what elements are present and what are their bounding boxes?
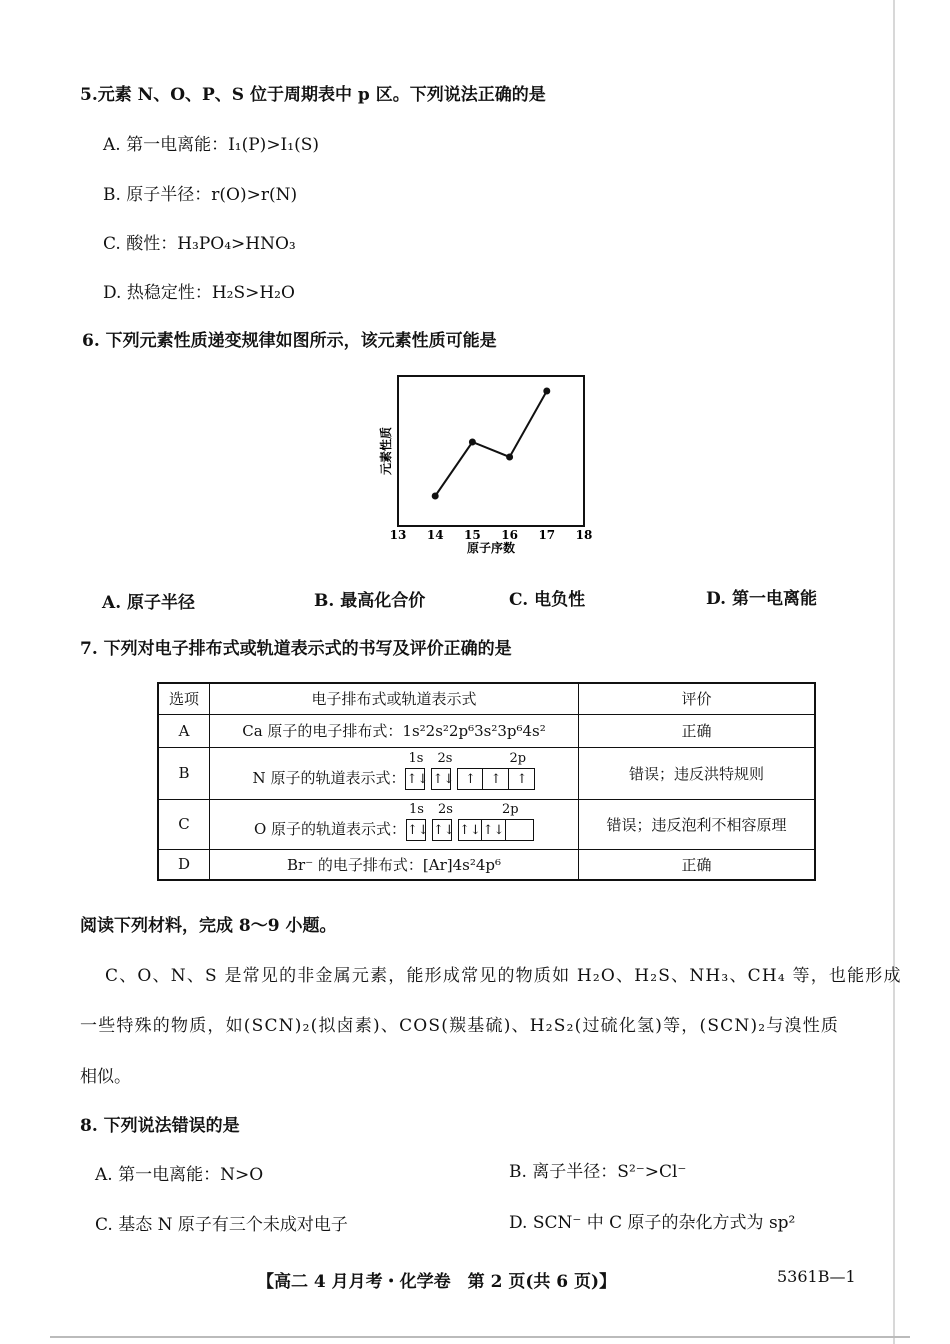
- orbital-box: ↑↓: [432, 819, 452, 841]
- orbital-box: ↑↓: [406, 819, 426, 841]
- property-trend-chart: [370, 368, 610, 563]
- label-2s: 2s: [438, 801, 453, 817]
- row-b-eval: 错误；违反洪特规则: [579, 747, 816, 799]
- header-content: 电子排布式或轨道表示式: [210, 683, 579, 714]
- label-2s: 2s: [437, 750, 453, 766]
- table-row: [158, 799, 815, 849]
- orbital-box: ↑↓: [482, 819, 506, 841]
- q5-option-d: D. 热稳定性：H₂S>H₂O: [103, 283, 295, 303]
- scan-bottom-line: [50, 1336, 910, 1338]
- x-tick-label: 14: [426, 528, 444, 542]
- data-point: [432, 493, 439, 500]
- o-orbital-diagram: [406, 801, 534, 841]
- q5-option-b: B. 原子半径：r(O)>r(N): [103, 185, 298, 205]
- reading-line-1: C、O、N、S 是常见的非金属元素，能形成常见的物质如 H₂O、H₂S、NH₃、CH₄ 等，也能形成: [105, 966, 902, 986]
- orbital-box: ↑↓: [458, 819, 482, 841]
- orbital-box: ↑↓: [431, 768, 451, 790]
- page-footer: 【高二 4 月月考・化学卷 第 2 页(共 6 页)】: [257, 1272, 617, 1292]
- x-tick-label: 18: [575, 528, 593, 542]
- q5-stem: 5.元素 N、O、P、S 位于周期表中 p 区。下列说法正确的是: [80, 85, 546, 105]
- reading-line-3: 相似。: [80, 1067, 131, 1087]
- series-line: [435, 391, 547, 496]
- row-b-option: B: [158, 747, 210, 799]
- orbital-box: ↑↓: [405, 768, 425, 790]
- q5-option-c: C. 酸性：H₃PO₄>HNO₃: [103, 234, 296, 254]
- row-a-content: Ca 原子的电子排布式：1s²2s²2p⁶3s²3p⁶4s²: [210, 714, 579, 747]
- x-tick-label: 15: [464, 528, 481, 542]
- q6-option-a: A. 原子半径: [102, 593, 196, 613]
- reading-line-2: 一些特殊的物质，如(SCN)₂(拟卤素)、COS(羰基硫)、H₂S₂(过硫化氢)等，(SCN)₂与溴性质: [80, 1016, 840, 1036]
- q8-stem: 8. 下列说法错误的是: [80, 1116, 240, 1136]
- label-2p: 2p: [502, 801, 519, 817]
- orbital-box: [506, 819, 534, 841]
- q8-option-d: D. SCN⁻ 中 C 原子的杂化方式为 sp²: [509, 1213, 796, 1233]
- table-row: [158, 849, 815, 880]
- row-b-content: [210, 747, 579, 799]
- table-header-row: [158, 683, 815, 714]
- n-orbital-diagram: [405, 750, 535, 790]
- orbital-box: ↑: [483, 768, 509, 790]
- x-tick-label: 16: [501, 528, 518, 542]
- paper-code: 5361B—1: [777, 1267, 856, 1286]
- label-1s: 1s: [409, 801, 424, 817]
- row-c-label: O 原子的轨道表示式：: [253, 819, 407, 838]
- scan-edge-line: [893, 0, 895, 1344]
- label-1s: 1s: [408, 750, 424, 766]
- header-eval: 评价: [579, 683, 816, 714]
- row-d-option: D: [158, 849, 210, 880]
- row-c-eval: 错误；违反泡利不相容原理: [579, 799, 816, 849]
- q6-option-c: C. 电负性: [509, 590, 586, 610]
- q5-option-a: A. 第一电离能：I₁(P)>I₁(S): [103, 135, 320, 155]
- row-c-option: C: [158, 799, 210, 849]
- row-a-option: A: [158, 714, 210, 747]
- row-b-label: N 原子的轨道表示式：: [252, 768, 406, 787]
- reading-intro: 阅读下列材料，完成 8～9 小题。: [80, 916, 337, 936]
- chart-frame: [398, 376, 584, 526]
- x-axis-label: 原子序数: [466, 541, 516, 555]
- data-point: [469, 439, 476, 446]
- table-row: [158, 714, 815, 747]
- orbital-box: ↑: [509, 768, 535, 790]
- row-c-content: [210, 799, 579, 849]
- q8-option-b: B. 离子半径：S²⁻>Cl⁻: [509, 1162, 687, 1182]
- q8-option-c: C. 基态 N 原子有三个未成对电子: [95, 1215, 348, 1235]
- row-d-eval: 正确: [579, 849, 816, 880]
- q7-stem: 7. 下列对电子排布式或轨道表示式的书写及评价正确的是: [80, 639, 512, 659]
- y-axis-label: 元素性质: [379, 426, 393, 476]
- data-point: [506, 454, 513, 461]
- table-row: [158, 747, 815, 799]
- row-a-eval: 正确: [579, 714, 816, 747]
- label-2p: 2p: [509, 750, 527, 766]
- header-option: 选项: [158, 683, 210, 714]
- q6-option-b: B. 最高化合价: [314, 591, 426, 611]
- config-table: [157, 682, 816, 881]
- x-tick-label: 17: [538, 528, 556, 542]
- data-point: [543, 388, 550, 395]
- x-tick-label: 13: [389, 528, 407, 542]
- q6-stem: 6. 下列元素性质递变规律如图所示，该元素性质可能是: [82, 331, 497, 351]
- row-d-content: Br⁻ 的电子排布式：[Ar]4s²4p⁶: [210, 849, 579, 880]
- orbital-box: ↑: [457, 768, 483, 790]
- q6-option-d: D. 第一电离能: [706, 589, 817, 609]
- q8-option-a: A. 第一电离能：N>O: [95, 1165, 264, 1185]
